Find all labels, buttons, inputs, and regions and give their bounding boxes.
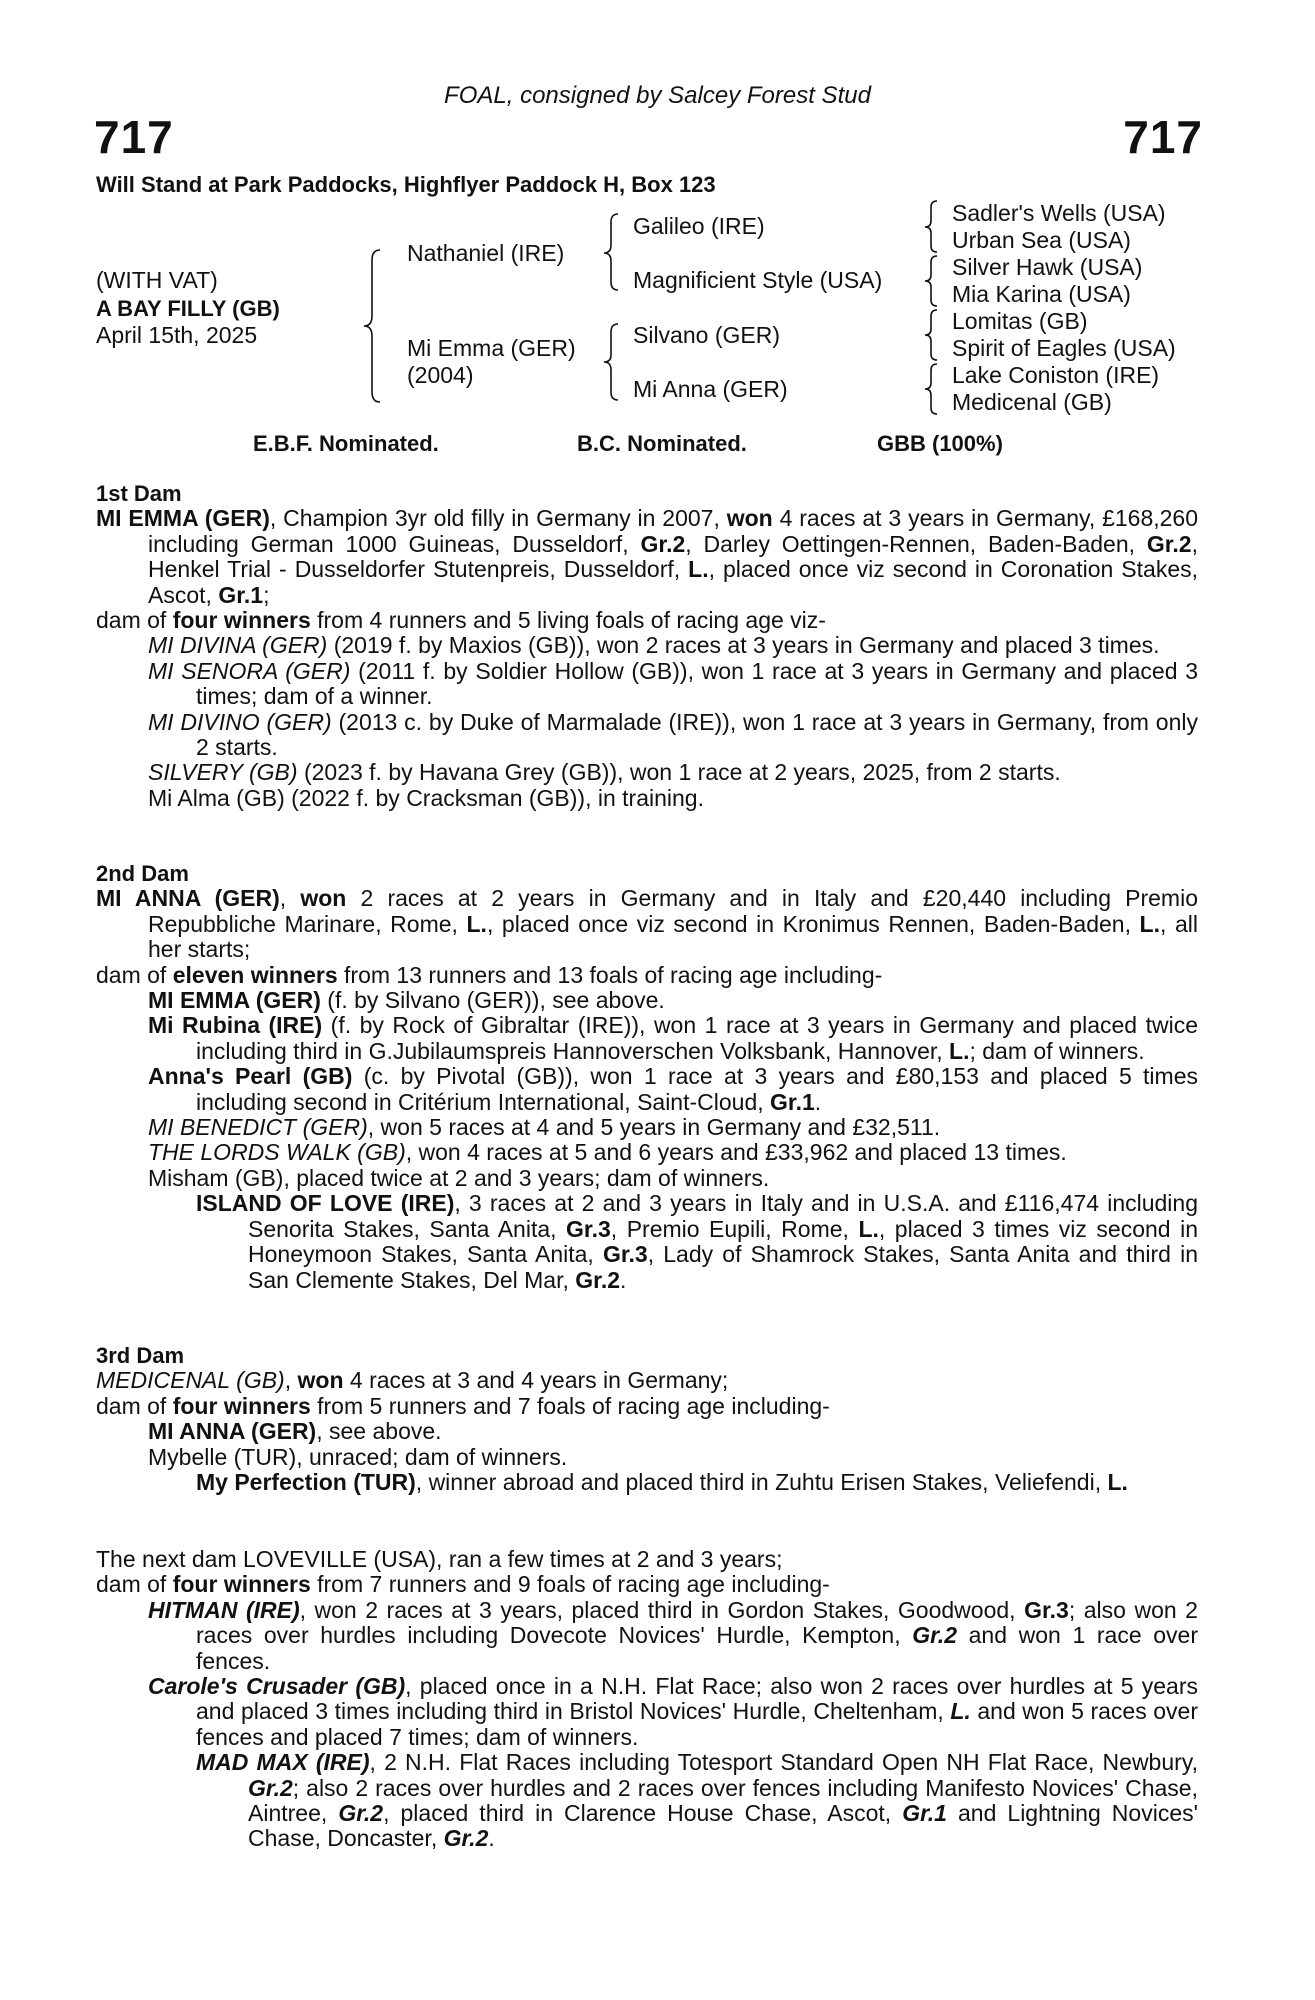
emphasis-text: L. xyxy=(1139,910,1160,937)
ebf-nomination: E.B.F. Nominated. xyxy=(253,431,439,456)
progeny-entry xyxy=(96,1470,1198,1495)
gbb-rating: GBB (100%) xyxy=(877,431,1003,456)
text-run: , won 4 races at 5 and 6 years and £33,962 and placed 13 times. xyxy=(405,1139,1067,1166)
consignment-line: FOAL, consigned by Salcey Forest Stud xyxy=(444,82,871,109)
text-run: 4 races at 3 and 4 years in Germany; xyxy=(343,1367,729,1394)
text-run: , won 5 races at 4 and 5 years in Germany and £32,511. xyxy=(367,1114,941,1141)
text-run: ; dam of winners. xyxy=(969,1037,1145,1064)
progeny-entry xyxy=(96,1445,1198,1470)
emphasis-text: Gr.3 xyxy=(566,1215,611,1242)
emphasis-text: Gr.2 xyxy=(912,1622,957,1649)
progeny-entry xyxy=(96,786,1198,811)
text-run: (2011 f. by Soldier Hollow (GB)), won 1 race at 3 years in Germany and placed 3 times; dam of a winner. xyxy=(196,657,1198,710)
progeny-entry xyxy=(96,1115,1198,1140)
progeny-entry xyxy=(96,1674,1198,1750)
emphasis-text: L. xyxy=(950,1698,971,1725)
emphasis-text: Gr.2 xyxy=(575,1266,621,1293)
text-run: . xyxy=(814,1088,822,1115)
progeny-entry xyxy=(96,1750,1198,1852)
text-run: (f. by Rock of Gibraltar (IRE)), won 1 race at 3 years in Germany and placed twice including third in G.Jubilaumspreis Hannoverschen Volksbank, Hannover, xyxy=(196,1012,1198,1064)
progeny-entry xyxy=(96,1419,1198,1444)
emphasis-text: SILVERY (GB) xyxy=(148,759,298,786)
text-run: 2 races at 2 years in Germany and in Italy and £20,440 including Premio Repubbliche Marinare, Rome, xyxy=(148,885,1198,937)
text-run: . xyxy=(488,1825,495,1852)
emphasis-text: MI ANNA (GER) xyxy=(148,1418,317,1445)
text-run: from 4 runners and 5 living foals of racing age viz- xyxy=(310,607,826,634)
sire: Nathaniel (IRE) xyxy=(407,240,565,266)
text-run: Misham (GB), placed twice at 2 and 3 years; dam of winners. xyxy=(148,1164,770,1191)
emphasis-text: Anna's Pearl (GB) xyxy=(148,1063,353,1090)
progeny-entry xyxy=(96,760,1198,785)
emphasis-text: L. xyxy=(858,1215,879,1242)
sire-dam: Magnificient Style (USA) xyxy=(633,267,883,293)
emphasis-text: MI ANNA (GER) xyxy=(96,885,280,912)
text-run: The next dam LOVEVILLE (USA), ran a few times at 2 and 3 years; xyxy=(96,1546,783,1572)
text-run: ; also 2 races over hurdles and 2 races over fences including Manifesto Novices' Chase, Aintree, xyxy=(248,1774,1198,1827)
brace-icon xyxy=(925,256,937,306)
emphasis-text: Gr.1 xyxy=(218,581,264,608)
text-run: dam of xyxy=(96,1571,173,1598)
sire-sire: Galileo (IRE) xyxy=(633,213,765,239)
text-run: ; xyxy=(263,581,270,608)
text-run: , Premio Eupili, Rome, xyxy=(610,1215,859,1242)
dam-record xyxy=(96,506,1198,608)
dam-record xyxy=(96,886,1198,962)
progeny-entry xyxy=(96,633,1198,658)
brace-icon xyxy=(604,214,618,290)
text-run: , all her starts; xyxy=(148,910,1198,963)
emphasis-text: L. xyxy=(1107,1469,1128,1496)
dam-dam: Mi Anna (GER) xyxy=(633,376,788,402)
great-grandparent: Medicenal (GB) xyxy=(952,389,1112,415)
text-run: , placed 3 times viz second in Honeymoon Stakes, Santa Anita, xyxy=(248,1215,1198,1268)
text-run: (c. by Pivotal (GB)), won 1 race at 3 years and £80,153 and placed 5 times including second in Critérium International, Saint-Cloud, xyxy=(196,1063,1198,1115)
emphasis-text: MI EMMA (GER) xyxy=(96,505,270,532)
emphasis-text: HITMAN (IRE) xyxy=(148,1596,300,1623)
progeny-entry xyxy=(96,1598,1198,1674)
dam-record xyxy=(96,1394,1198,1419)
great-grandparent: Mia Karina (USA) xyxy=(952,281,1131,307)
emphasis-text: MI DIVINA (GER) xyxy=(148,632,328,659)
progeny-entry xyxy=(96,988,1198,1013)
text-run: dam of xyxy=(96,1392,173,1419)
text-run: , 2 N.H. Flat Races including Totesport Standard Open NH Flat Race, Newbury, xyxy=(369,1749,1198,1776)
text-run: . xyxy=(620,1266,627,1293)
emphasis-text: Gr.3 xyxy=(1024,1596,1069,1623)
text-run: ; also won 2 races over hurdles including Dovecote Novices' Hurdle, Kempton, xyxy=(196,1596,1198,1649)
emphasis-text: L. xyxy=(466,910,487,937)
text-run: from 13 runners and 13 foals of racing age including- xyxy=(337,961,883,988)
progeny-entry xyxy=(96,1191,1198,1293)
text-run: and won 1 race over fences. xyxy=(196,1622,1199,1674)
emphasis-text: won xyxy=(300,885,347,912)
progeny-entry xyxy=(96,1013,1198,1064)
emphasis-text: MI DIVINO (GER) xyxy=(148,708,332,735)
text-run: and Lightning Novices' Chase, Doncaster, xyxy=(248,1800,1198,1852)
progeny-entry xyxy=(96,1166,1198,1191)
emphasis-text: Gr.2 xyxy=(443,1825,489,1852)
text-run: , xyxy=(279,885,301,912)
emphasis-text: Gr.2 xyxy=(640,530,686,557)
section-heading: 2nd Dam xyxy=(96,861,189,886)
emphasis-text: THE LORDS WALK (GB) xyxy=(148,1139,406,1166)
horse-name: A BAY FILLY (GB) xyxy=(96,296,280,321)
dam-record xyxy=(96,963,1198,988)
text-run: and won 5 races over fences and placed 7 times; dam of winners. xyxy=(196,1698,1199,1750)
text-run: (2023 f. by Havana Grey (GB)), won 1 race at 2 years, 2025, from 2 starts. xyxy=(297,759,1061,786)
emphasis-text: Carole's Crusader (GB) xyxy=(148,1673,406,1700)
emphasis-text: My Perfection (TUR) xyxy=(196,1469,416,1496)
emphasis-text: MI SENORA (GER) xyxy=(148,657,351,684)
emphasis-text: Gr.2 xyxy=(248,1774,293,1801)
emphasis-text: MI BENEDICT (GER) xyxy=(148,1114,368,1141)
emphasis-text: MEDICENAL (GB) xyxy=(96,1367,285,1394)
emphasis-text: Gr.1 xyxy=(770,1088,815,1115)
great-grandparent: Lake Coniston (IRE) xyxy=(952,362,1160,388)
text-run: , placed once viz second in Kronimus Rennen, Baden-Baden, xyxy=(486,910,1140,937)
great-grandparent: Lomitas (GB) xyxy=(952,308,1088,334)
text-run: (f. by Silvano (GER)), see above. xyxy=(320,987,665,1014)
brace-icon xyxy=(364,250,380,402)
text-run: , placed once viz second in Coronation Stakes, Ascot, xyxy=(148,556,1199,608)
emphasis-text: MI EMMA (GER) xyxy=(148,987,321,1014)
emphasis-text: won xyxy=(726,505,773,532)
emphasis-text: L. xyxy=(688,556,709,583)
text-run: , see above. xyxy=(316,1418,442,1445)
brace-icon xyxy=(604,324,618,400)
third-dam-section xyxy=(96,1343,1198,1495)
text-run: , won 2 races at 3 years, placed third in Gordon Stakes, Goodwood, xyxy=(299,1596,1025,1623)
text-run: dam of xyxy=(96,961,173,988)
brace-icon xyxy=(925,364,937,414)
section-heading: 3rd Dam xyxy=(96,1343,185,1368)
text-run: , Lady of Shamrock Stakes, Santa Anita and third in San Clemente Stakes, Del Mar, xyxy=(248,1241,1198,1293)
lot-number: 717 xyxy=(1123,111,1203,163)
emphasis-text: L. xyxy=(949,1037,970,1064)
dam-sire: Silvano (GER) xyxy=(633,322,780,348)
emphasis-text: Gr.3 xyxy=(602,1241,648,1268)
brace-icon xyxy=(925,310,937,360)
text-run: Mi Alma (GB) (2022 f. by Cracksman (GB)), in training. xyxy=(148,784,704,811)
text-run: , placed once in a N.H. Flat Race; also won 2 races over hurdles at 5 years and placed 3 times including third in Bristol Novices' Hurdle, Cheltenham, xyxy=(196,1673,1198,1725)
dam-record xyxy=(96,1547,1198,1572)
text-run: dam of xyxy=(96,607,173,634)
stabling-location: Will Stand at Park Paddocks, Highflyer Paddock H, Box 123 xyxy=(96,172,716,197)
second-dam-section xyxy=(96,861,1198,1293)
emphasis-text: eleven winners xyxy=(172,961,338,988)
progeny-entry xyxy=(96,1064,1198,1115)
text-run: , Champion 3yr old filly in Germany in 2007, xyxy=(269,505,727,532)
brace-icon xyxy=(925,201,937,252)
great-grandparent: Silver Hawk (USA) xyxy=(952,254,1143,280)
text-run: , xyxy=(284,1367,298,1394)
emphasis-text: four winners xyxy=(172,1571,311,1598)
section-heading: 1st Dam xyxy=(96,481,182,506)
emphasis-text: Mi Rubina (IRE) xyxy=(148,1012,323,1039)
emphasis-text: won xyxy=(297,1367,344,1394)
progeny-entry xyxy=(96,1140,1198,1165)
great-grandparent: Sadler's Wells (USA) xyxy=(952,200,1166,226)
great-grandparent: Spirit of Eagles (USA) xyxy=(952,335,1176,361)
text-run: , 3 races at 2 and 3 years in Italy and in U.S.A. and £116,474 including Senorita Stakes, Santa Anita, xyxy=(248,1190,1198,1242)
dam-record xyxy=(96,608,1198,633)
text-run: , Darley Oettingen-Rennen, Baden-Baden, xyxy=(685,530,1147,557)
next-dam-section xyxy=(96,1547,1198,1852)
text-run: , Henkel Trial - Dusseldorfer Stutenpreis, Dusseldorf, xyxy=(148,530,1198,583)
text-run: , winner abroad and placed third in Zuhtu Erisen Stakes, Veliefendi, xyxy=(415,1469,1108,1496)
text-run: from 5 runners and 7 foals of racing age including- xyxy=(310,1392,830,1419)
first-dam-section xyxy=(96,481,1198,811)
emphasis-text: Gr.2 xyxy=(1146,530,1192,557)
emphasis-text: Gr.1 xyxy=(902,1800,947,1827)
dam: Mi Emma (GER) xyxy=(407,335,576,361)
foaling-date: April 15th, 2025 xyxy=(96,322,258,348)
text-run: Mybelle (TUR), unraced; dam of winners. xyxy=(148,1443,568,1470)
dam-record xyxy=(96,1368,1198,1393)
lot-number: 717 xyxy=(94,111,174,163)
vat-note: (WITH VAT) xyxy=(96,267,218,293)
great-grandparent: Urban Sea (USA) xyxy=(952,227,1131,253)
text-run: (2013 c. by Duke of Marmalade (IRE)), won 1 race at 3 years in Germany, from only 2 starts. xyxy=(196,708,1198,761)
text-run: , placed third in Clarence House Chase, Ascot, xyxy=(383,1800,903,1827)
text-run: 4 races at 3 years in Germany, £168,260 including German 1000 Guineas, Dusseldorf, xyxy=(148,505,1199,557)
emphasis-text: four winners xyxy=(172,1392,311,1419)
emphasis-text: MAD MAX (IRE) xyxy=(196,1749,370,1776)
emphasis-text: ISLAND OF LOVE (IRE) xyxy=(196,1190,455,1217)
emphasis-text: four winners xyxy=(172,607,311,634)
dam-year: (2004) xyxy=(407,362,474,388)
text-run: from 7 runners and 9 foals of racing age including- xyxy=(310,1571,830,1598)
bc-nomination: B.C. Nominated. xyxy=(577,431,747,456)
progeny-entry xyxy=(96,710,1198,761)
emphasis-text: Gr.2 xyxy=(338,1800,384,1827)
text-run: (2019 f. by Maxios (GB)), won 2 races at 3 years in Germany and placed 3 times. xyxy=(327,632,1160,659)
progeny-entry xyxy=(96,659,1198,710)
dam-record xyxy=(96,1572,1198,1597)
